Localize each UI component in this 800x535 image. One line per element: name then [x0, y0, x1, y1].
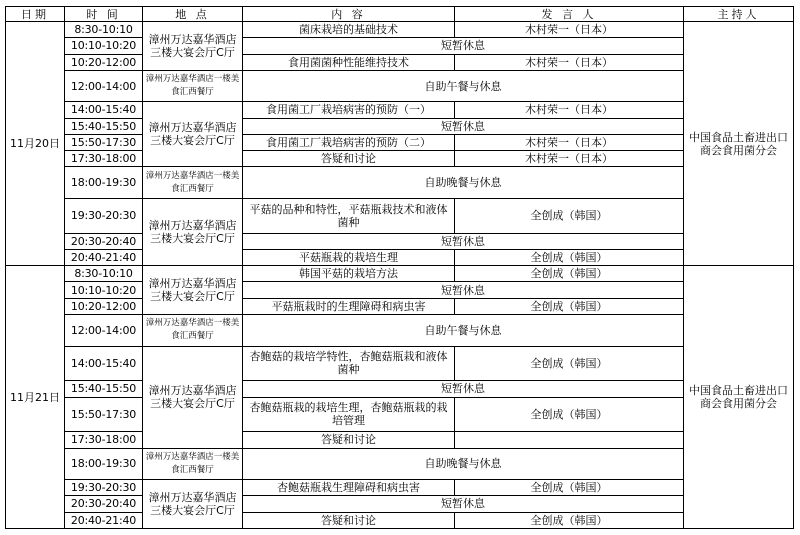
table-row [6, 432, 794, 448]
content-cell: 平菇瓶栽的栽培生理 [243, 249, 455, 265]
speaker-cell: 木村荣一（日本） [455, 54, 684, 70]
venue-cell: 漳州万达嘉华酒店三楼大宴会厅C厅 [143, 198, 243, 265]
content-cell: 菌床栽培的基础技术 [243, 22, 455, 38]
venue-cell: 漳州万达嘉华酒店一楼美食汇西餐厅 [143, 315, 243, 346]
time-cell: 12:00-14:00 [65, 315, 143, 346]
header-content: 内 容 [243, 7, 455, 22]
table-row [6, 282, 794, 298]
content-cell: 食用菌菌种性能维持技术 [243, 54, 455, 70]
content-cell: 韩国平菇的栽培方法 [243, 266, 455, 282]
venue-cell: 漳州万达嘉华酒店三楼大宴会厅C厅 [143, 346, 243, 448]
table-row [6, 54, 794, 70]
date-cell: 11月21日 [6, 266, 65, 529]
header-time: 时 间 [65, 7, 143, 22]
content-cell: 自助午餐与休息 [243, 315, 684, 346]
header-row [6, 7, 794, 22]
speaker-cell: 全创成（韩国） [455, 346, 684, 381]
time-cell: 18:00-19:30 [65, 448, 143, 479]
table-row [6, 266, 794, 282]
table-row [6, 512, 794, 528]
content-cell: 杏鲍菇瓶栽的栽培生理，杏鲍菇瓶栽的栽培管理 [243, 397, 455, 432]
table-row [6, 167, 794, 198]
venue-cell: 漳州万达嘉华酒店三楼大宴会厅C厅 [143, 22, 243, 71]
time-cell: 19:30-20:30 [65, 198, 143, 233]
time-cell: 14:00-15:40 [65, 102, 143, 118]
table-row [6, 38, 794, 54]
content-cell: 食用菌工厂栽培病害的预防（一） [243, 102, 455, 118]
venue-cell: 漳州万达嘉华酒店三楼大宴会厅C厅 [143, 102, 243, 167]
speaker-cell: 木村荣一（日本） [455, 134, 684, 150]
time-cell: 20:30-20:40 [65, 233, 143, 249]
speaker-cell: 木村荣一（日本） [455, 22, 684, 38]
venue-cell: 漳州万达嘉华酒店一楼美食汇西餐厅 [143, 448, 243, 479]
time-cell: 17:30-18:00 [65, 151, 143, 167]
venue-cell: 漳州万达嘉华酒店一楼美食汇西餐厅 [143, 167, 243, 198]
content-cell: 答疑和讨论 [243, 432, 455, 448]
time-cell: 20:30-20:40 [65, 496, 143, 512]
content-cell: 平菇的品种和特性，平菇瓶栽技术和液体菌种 [243, 198, 455, 233]
content-cell: 答疑和讨论 [243, 512, 455, 528]
speaker-cell [455, 432, 684, 448]
speaker-cell: 全创成（韩国） [455, 249, 684, 265]
table-row [6, 102, 794, 118]
content-cell: 短暂休息 [243, 282, 684, 298]
table-row [6, 480, 794, 496]
table-row [6, 448, 794, 479]
table-row [6, 397, 794, 432]
speaker-cell: 全创成（韩国） [455, 298, 684, 314]
schedule-table [5, 6, 794, 529]
content-cell: 平菇瓶栽时的生理障碍和病虫害 [243, 298, 455, 314]
time-cell: 17:30-18:00 [65, 432, 143, 448]
time-cell: 20:40-21:40 [65, 512, 143, 528]
speaker-cell: 全创成（韩国） [455, 480, 684, 496]
header-host: 主持人 [684, 7, 794, 22]
time-cell: 10:10-10:20 [65, 282, 143, 298]
header-speaker: 发 言 人 [455, 7, 684, 22]
table-row [6, 151, 794, 167]
date-cell: 11月20日 [6, 22, 65, 266]
host-cell: 中国食品土畜进出口商会食用菌分会 [684, 266, 794, 529]
time-cell: 19:30-20:30 [65, 480, 143, 496]
table-row [6, 315, 794, 346]
table-row [6, 346, 794, 381]
table-row [6, 298, 794, 314]
time-cell: 8:30-10:10 [65, 22, 143, 38]
speaker-cell: 全创成（韩国） [455, 512, 684, 528]
time-cell: 20:40-21:40 [65, 249, 143, 265]
speaker-cell: 全创成（韩国） [455, 266, 684, 282]
time-cell: 15:50-17:30 [65, 397, 143, 432]
speaker-cell: 全创成（韩国） [455, 397, 684, 432]
content-cell: 杏鲍菇的栽培学特性，杏鲍菇瓶栽和液体菌种 [243, 346, 455, 381]
table-row [6, 198, 794, 233]
content-cell: 自助晚餐与休息 [243, 167, 684, 198]
content-cell: 短暂休息 [243, 496, 684, 512]
host-cell: 中国食品土畜进出口商会食用菌分会 [684, 22, 794, 266]
speaker-cell: 木村荣一（日本） [455, 102, 684, 118]
content-cell: 答疑和讨论 [243, 151, 455, 167]
time-cell: 14:00-15:40 [65, 346, 143, 381]
speaker-cell: 木村荣一（日本） [455, 151, 684, 167]
table-row [6, 496, 794, 512]
time-cell: 10:20-12:00 [65, 298, 143, 314]
content-cell: 短暂休息 [243, 381, 684, 397]
header-date: 日期 [6, 7, 65, 22]
table-row [6, 249, 794, 265]
table-row [6, 118, 794, 134]
time-cell: 15:50-17:30 [65, 134, 143, 150]
header-venue: 地 点 [143, 7, 243, 22]
venue-cell: 漳州万达嘉华酒店三楼大宴会厅C厅 [143, 266, 243, 315]
time-cell: 15:40-15:50 [65, 118, 143, 134]
content-cell: 自助晚餐与休息 [243, 448, 684, 479]
time-cell: 10:20-12:00 [65, 54, 143, 70]
table-row [6, 134, 794, 150]
time-cell: 10:10-10:20 [65, 38, 143, 54]
content-cell: 自助午餐与休息 [243, 70, 684, 101]
content-cell: 食用菌工厂栽培病害的预防（二） [243, 134, 455, 150]
time-cell: 12:00-14:00 [65, 70, 143, 101]
table-row [6, 381, 794, 397]
time-cell: 18:00-19:30 [65, 167, 143, 198]
table-row [6, 22, 794, 38]
table-row [6, 233, 794, 249]
content-cell: 短暂休息 [243, 118, 684, 134]
table-row [6, 70, 794, 101]
content-cell: 杏鲍菇瓶栽生理障碍和病虫害 [243, 480, 455, 496]
time-cell: 8:30-10:10 [65, 266, 143, 282]
time-cell: 15:40-15:50 [65, 381, 143, 397]
venue-cell: 漳州万达嘉华酒店三楼大宴会厅C厅 [143, 480, 243, 529]
venue-cell: 漳州万达嘉华酒店一楼美食汇西餐厅 [143, 70, 243, 101]
content-cell: 短暂休息 [243, 38, 684, 54]
content-cell: 短暂休息 [243, 233, 684, 249]
speaker-cell: 全创成（韩国） [455, 198, 684, 233]
